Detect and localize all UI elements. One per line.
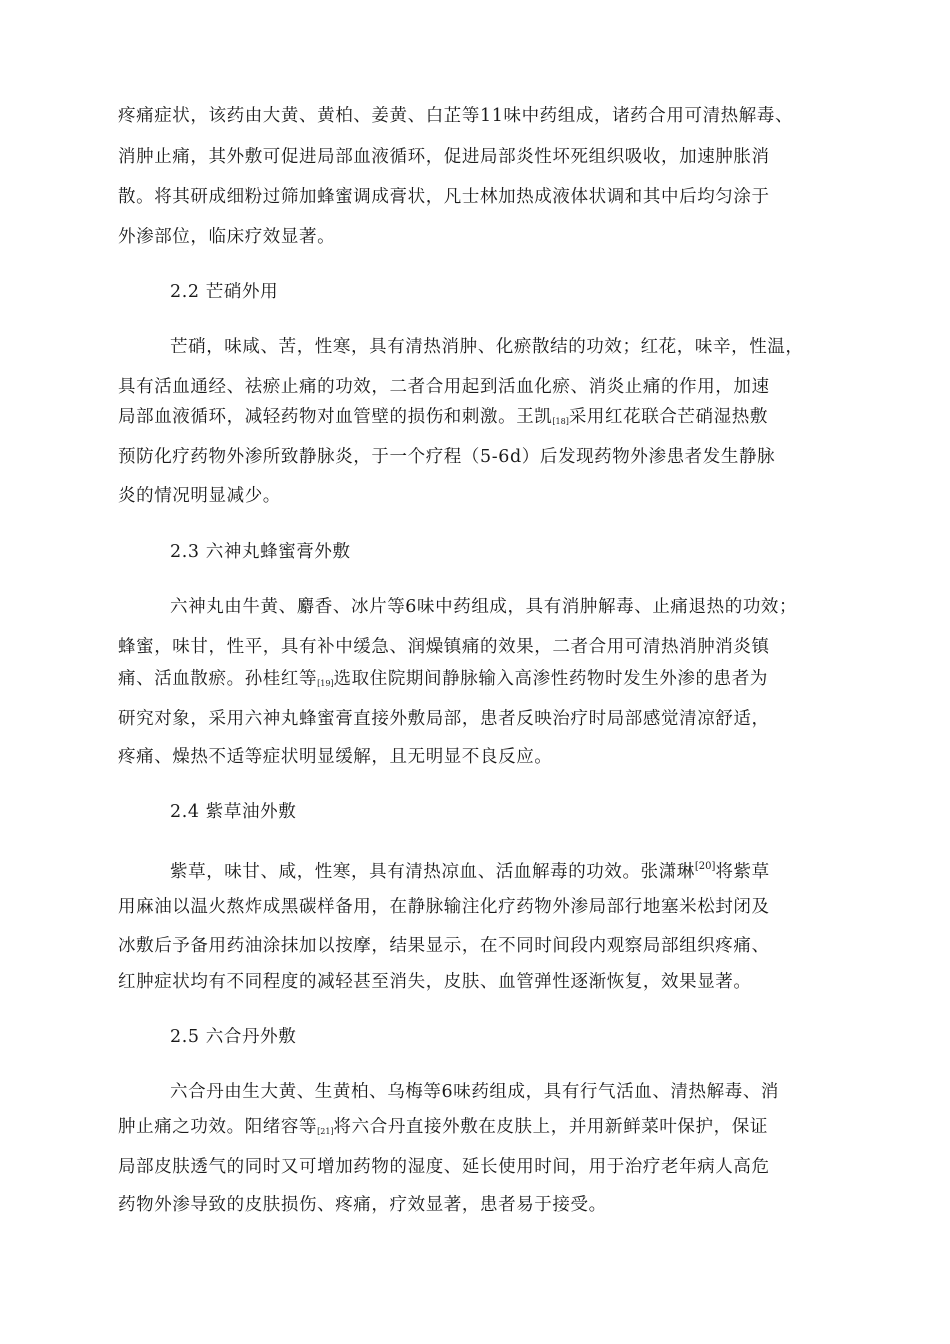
paragraph-line — [118, 405, 768, 434]
section-heading-2-2: 2.2 芒硝外用 — [170, 282, 279, 302]
paragraph-line: 药物外渗导致的皮肤损伤、疼痛，疗效显著，患者易于接受。 — [118, 1195, 607, 1215]
paragraph-line: 散。将其研成细粉过筛加蜂蜜调成膏状，凡士林加热成液体状调和其中后均匀涂于 — [118, 187, 770, 207]
paragraph-line: 局部皮肤透气的同时又可增加药物的湿度、延长使用时间，用于治疗老年病人高危 — [118, 1157, 770, 1177]
paragraph-line: 芒硝，味咸、苦，性寒，具有清热消肿、化瘀散结的功效；红花，味辛，性温， — [170, 337, 804, 357]
paragraph-text: 肿止痛之功效。阳绪容等 — [118, 1117, 318, 1137]
paragraph-line: 六合丹由生大黄、生黄柏、乌梅等6味药组成，具有行气活血、清热解毒、消 — [170, 1082, 780, 1102]
section-heading-2-3: 2.3 六神丸蜂蜜膏外敷 — [170, 542, 351, 562]
citation-ref: [20] — [694, 861, 716, 872]
paragraph-line: 消肿止痛，其外敷可促进局部血液循环，促进局部炎性坏死组织吸收，加速肿胀消 — [118, 147, 770, 167]
paragraph-line — [118, 1115, 768, 1144]
paragraph-line: 具有活血通经、祛瘀止痛的功效，二者合用起到活血化瘀、消炎止痛的作用，加速 — [118, 377, 770, 397]
paragraph-line: 疼痛、燥热不适等症状明显缓解，且无明显不良反应。 — [118, 747, 553, 767]
paragraph-line: 红肿症状均有不同程度的减轻甚至消失，皮肤、血管弹性逐渐恢复，效果显著。 — [118, 972, 752, 992]
citation-ref: [21] — [317, 1127, 334, 1136]
section-heading-2-5: 2.5 六合丹外敷 — [170, 1027, 297, 1047]
paragraph-line: 六神丸由牛黄、麝香、冰片等6味中药组成，具有消肿解毒、止痛退热的功效； — [170, 597, 798, 617]
paragraph-line — [170, 855, 770, 884]
paragraph-line: 研究对象，采用六神丸蜂蜜膏直接外敷局部，患者反映治疗时局部感觉清凉舒适， — [118, 709, 770, 729]
paragraph-line: 蜂蜜，味甘，性平，具有补中缓急、润燥镇痛的效果，二者合用可清热消肿消炎镇 — [118, 637, 770, 657]
paragraph-text: 局部血液循环，减轻药物对血管壁的损伤和刺激。王凯 — [118, 407, 553, 427]
paragraph-line: 冰敷后予备用药油涂抹加以按摩，结果显示，在不同时间段内观察局部组织疼痛、 — [118, 936, 770, 956]
paragraph-text: 选取住院期间静脉输入高渗性药物时发生外渗的患者为 — [333, 669, 768, 689]
paragraph-line: 炎的情况明显减少。 — [118, 486, 281, 506]
paragraph-text: 采用红花联合芒硝湿热敷 — [568, 407, 768, 427]
paragraph-line — [118, 667, 768, 696]
paragraph-text: 紫草，味甘、咸，性寒，具有清热凉血、活血解毒的功效。张潇琳 — [170, 862, 695, 882]
citation-ref: [18] — [552, 417, 569, 426]
paragraph-line: 疼痛症状，该药由大黄、黄柏、姜黄、白芷等11味中药组成，诸药合用可清热解毒、 — [118, 106, 794, 126]
section-heading-2-4: 2.4 紫草油外敷 — [170, 802, 297, 822]
paragraph-line: 预防化疗药物外渗所致静脉炎，于一个疗程（5-6d）后发现药物外渗患者发生静脉 — [118, 447, 776, 467]
paragraph-text: 将六合丹直接外敷在皮肤上，并用新鲜菜叶保护，保证 — [333, 1117, 768, 1137]
paragraph-text: 痛、活血散瘀。孙桂红等 — [118, 669, 318, 689]
paragraph-line: 外渗部位，临床疗效显著。 — [118, 227, 336, 247]
paragraph-text: 将紫草 — [715, 862, 770, 882]
citation-ref: [19] — [317, 679, 334, 688]
paragraph-line: 用麻油以温火熬炸成黑碳样备用，在静脉输注化疗药物外渗局部行地塞米松封闭及 — [118, 897, 770, 917]
